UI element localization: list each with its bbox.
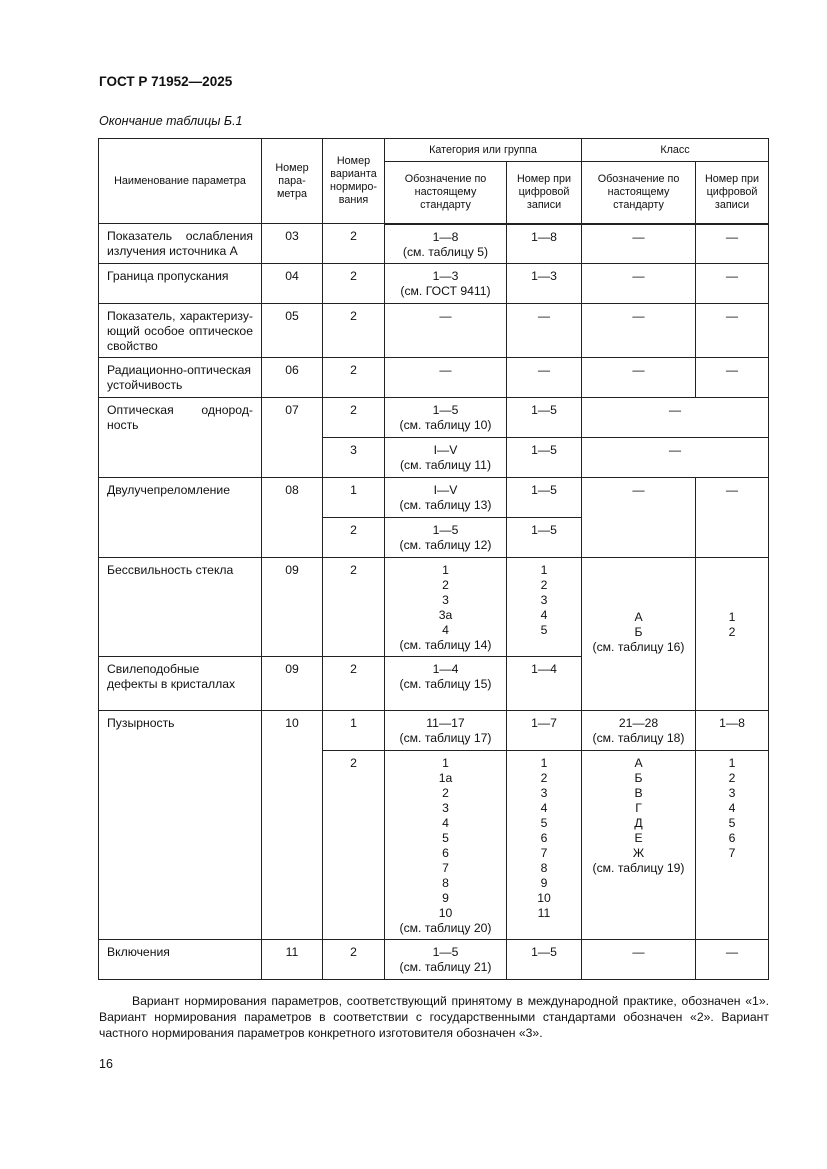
category-digital-cell: 1 2 3 4 5 [507, 558, 582, 657]
class-designation-cell: А Б В Г Д Е Ж (см. таблицу 19) [582, 751, 696, 940]
class-designation-cell: — [582, 940, 696, 980]
class-designation-cell: 21—28 (см. таблицу 18) [582, 711, 696, 751]
variant-cell: 2 [323, 558, 385, 657]
variant-cell: 3 [323, 438, 385, 478]
category-digital-cell: 1 2 3 4 5 6 7 8 9 10 11 [507, 751, 582, 940]
param-number-cell: 04 [262, 264, 323, 304]
param-name-cell: Радиационно-оптическая устойчивость [99, 358, 262, 398]
param-number-cell: 10 [262, 711, 323, 940]
category-digital-cell: 1—5 [507, 940, 582, 980]
class-designation-cell: — [582, 224, 696, 264]
param-number-cell: 11 [262, 940, 323, 980]
param-number-cell: 05 [262, 304, 323, 358]
header-class-designation: Обозначение по настоящему стандарту [582, 162, 696, 224]
category-digital-cell: 1—5 [507, 478, 582, 518]
category-digital-cell: 1—8 [507, 224, 582, 264]
param-number-cell: 09 [262, 558, 323, 657]
class-digital-cell: — [696, 478, 769, 558]
table-caption: Окончание таблицы Б.1 [99, 114, 243, 128]
category-designation-cell: 11—17 (см. таблицу 17) [385, 711, 507, 751]
category-digital-cell: 1—4 [507, 657, 582, 711]
class-merged-cell: — [582, 398, 769, 438]
variant-cell: 2 [323, 304, 385, 358]
param-name-cell: Двулучепреломление [99, 478, 262, 558]
class-designation-cell: — [582, 304, 696, 358]
category-designation-cell: — [385, 358, 507, 398]
variant-cell: 2 [323, 940, 385, 980]
param-name-cell: Включения [99, 940, 262, 980]
header-variant-number: Номер варианта нормиро-вания [323, 139, 385, 224]
category-designation-cell: 1—4 (см. таблицу 15) [385, 657, 507, 711]
header-param-number: Номер пара-метра [262, 139, 323, 224]
class-digital-cell: — [696, 358, 769, 398]
variant-cell: 2 [323, 264, 385, 304]
category-digital-cell: — [507, 304, 582, 358]
param-name-cell: Показатель ослабления излучения источника А [99, 224, 262, 264]
param-number-cell: 07 [262, 398, 323, 478]
param-number-cell: 06 [262, 358, 323, 398]
header-digital-number: Номер при цифровой записи [507, 162, 582, 224]
param-name-cell: Граница пропускания [99, 264, 262, 304]
category-designation-cell: 1—5 (см. таблицу 21) [385, 940, 507, 980]
category-digital-cell: 1—5 [507, 398, 582, 438]
class-digital-cell: — [696, 224, 769, 264]
category-designation-cell: I—V (см. таблицу 13) [385, 478, 507, 518]
param-name-cell: Свилеподобные дефекты в кристаллах [99, 657, 262, 711]
param-name-cell: Бессвильность стекла [99, 558, 262, 657]
table-row [99, 478, 769, 518]
header-param-name: Наименование параметра [99, 139, 262, 224]
class-digital-cell: — [696, 264, 769, 304]
table-row [99, 264, 769, 304]
category-designation-cell: 1—8 (см. таблицу 5) [385, 224, 507, 264]
category-digital-cell: 1—5 [507, 438, 582, 478]
class-merged-cell: — [582, 438, 769, 478]
table-row [99, 304, 769, 358]
class-designation-cell: — [582, 358, 696, 398]
parameters-table [98, 138, 769, 980]
table-row [99, 940, 769, 980]
variant-cell: 2 [323, 518, 385, 558]
footnote-text: Вариант нормирования параметров, соответствующий принятому в международной практике, обозначен «1». Вариант нормирования параметров в соответствии с государственными стандартами обозначен «2». Вариант частного нормирования параметров конкретного изготовителя обозначен «3». [99, 994, 769, 1040]
variant-cell: 2 [323, 657, 385, 711]
class-digital-cell: 1—8 [696, 711, 769, 751]
param-name-cell: Оптическая однород-ность [99, 398, 262, 478]
table-row [99, 398, 769, 438]
table-row [99, 711, 769, 751]
param-number-cell: 03 [262, 224, 323, 264]
header-class-digital-number: Номер при цифровой записи [696, 162, 769, 224]
table-row [99, 558, 769, 657]
class-digital-cell: — [696, 940, 769, 980]
class-designation-cell: — [582, 264, 696, 304]
category-designation-cell: — [385, 304, 507, 358]
document-header: ГОСТ Р 71952—2025 [99, 74, 233, 89]
param-number-cell: 09 [262, 657, 323, 711]
header-class: Класс [582, 139, 769, 162]
category-designation-cell: I—V (см. таблицу 11) [385, 438, 507, 478]
category-digital-cell: 1—5 [507, 518, 582, 558]
variant-cell: 2 [323, 224, 385, 264]
variant-cell: 2 [323, 398, 385, 438]
category-digital-cell: 1—3 [507, 264, 582, 304]
category-designation-cell: 1—3 (см. ГОСТ 9411) [385, 264, 507, 304]
category-digital-cell: — [507, 358, 582, 398]
param-name-cell: Пузырность [99, 711, 262, 940]
param-number-cell: 08 [262, 478, 323, 558]
category-digital-cell: 1—7 [507, 711, 582, 751]
variant-cell: 2 [323, 751, 385, 940]
class-digital-cell: 1 2 3 4 5 6 7 [696, 751, 769, 940]
class-digital-cell: 1 2 [696, 558, 769, 711]
class-designation-cell: А Б (см. таблицу 16) [582, 558, 696, 711]
param-name-cell: Показатель, характеризу-ющий особое оптическое свойство [99, 304, 262, 358]
category-designation-cell: 1—5 (см. таблицу 10) [385, 398, 507, 438]
table-row [99, 358, 769, 398]
variant-cell: 2 [323, 358, 385, 398]
header-designation: Обозначение по настоящему стандарту [385, 162, 507, 224]
variant-cell: 1 [323, 478, 385, 518]
header-category-group: Категория или группа [385, 139, 582, 162]
category-designation-cell: 1—5 (см. таблицу 12) [385, 518, 507, 558]
table-row [99, 224, 769, 264]
variant-cell: 1 [323, 711, 385, 751]
category-designation-cell: 1 2 3 3а 4 (см. таблицу 14) [385, 558, 507, 657]
page-number: 16 [99, 1057, 113, 1071]
class-digital-cell: — [696, 304, 769, 358]
category-designation-cell: 1 1а 2 3 4 5 6 7 8 9 10 (см. таблицу 20) [385, 751, 507, 940]
class-designation-cell: — [582, 478, 696, 558]
